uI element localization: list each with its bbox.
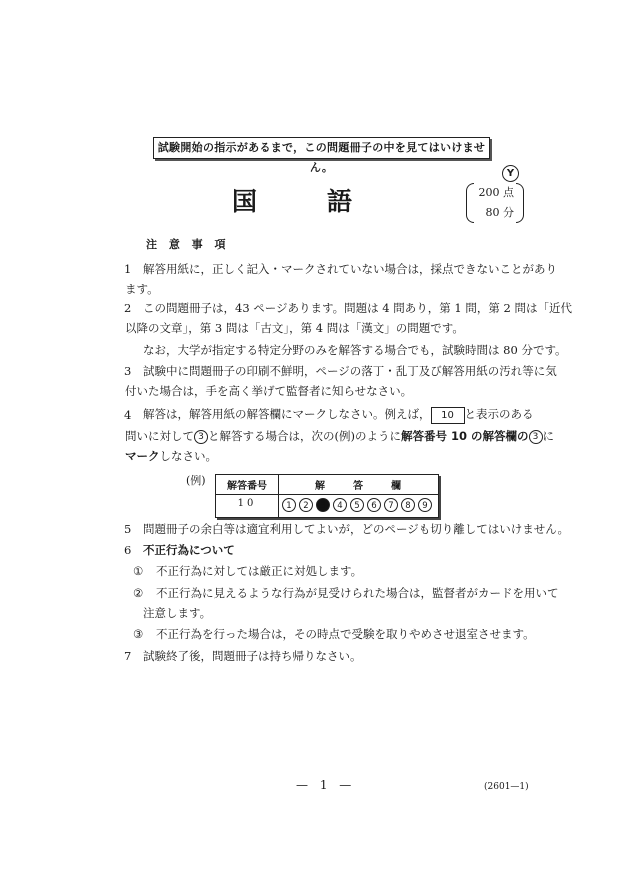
subject-title-char-1: 国 (232, 187, 258, 216)
booklet-code: (2601—1) (484, 782, 529, 792)
example-answer-table (215, 474, 439, 518)
answer-number-box: 10 (431, 407, 465, 424)
points-time-bracket (466, 183, 524, 223)
item-number: 2 (124, 301, 132, 315)
item-2-line-3: なお，大学が指定する特定分野のみを解答する場合でも，試験時間は 80 分です。 (143, 343, 567, 357)
page-number: — 1 — (296, 778, 356, 792)
answer-bubble: 6 (367, 498, 381, 512)
answer-bubble: 7 (384, 498, 398, 512)
item-6-sub-2-line-2: 注意します。 (143, 606, 212, 620)
item-6-sub-1: 不正行為に対しては厳正に対処します。 (156, 564, 363, 578)
item-6-sub-3: 不正行為を行った場合は，その時点で受験を取りやめさせ退室させます。 (156, 627, 535, 641)
example-label: (例) (186, 474, 206, 487)
item-7-line-1: 試験終了後，問題冊子は持ち帰りなさい。 (143, 649, 362, 663)
answer-bubble: 8 (401, 498, 415, 512)
score-points: 200 点 (478, 186, 514, 199)
item-number: 5 (124, 522, 132, 536)
answer-column-header: 解答欄 (315, 481, 429, 492)
circled-3-icon: 3 (194, 430, 208, 444)
item-number: 6 (124, 543, 132, 557)
item-5-line-1: 問題冊子の余白等は適宜利用してよいが，どのページも切り離してはいけません。 (143, 522, 569, 536)
answer-number-header: 解答番号 (227, 481, 267, 492)
answer-bubble: 2 (299, 498, 313, 512)
item-number: 3 (124, 364, 132, 378)
answer-bubbles (282, 498, 432, 512)
answer-bubble: 1 (282, 498, 296, 512)
item-number: 7 (124, 649, 132, 663)
item-number: 1 (124, 262, 132, 276)
item-3-line-2: 付いた場合は，手を高く挙げて監督者に知らせなさい。 (125, 384, 413, 398)
item-6-sub-2-line-1: 不正行為に見えるような行為が見受けられた場合は，監督者がカードを用いて (156, 586, 559, 600)
item-4-line-1: 解答は，解答用紙の解答欄にマークしなさい。例えば， 10 と表示のある (143, 406, 534, 424)
item-2-line-1: この問題冊子は，43 ページあります。問題は 4 問あり，第 1 問，第 2 問は「近代 (143, 301, 573, 315)
item-4-line-3: マークしなさい。 (125, 449, 217, 463)
item-6-sub-mark: ③ (133, 627, 144, 641)
item-4-line-2: 問いに対して 3 と解答する場合は，次の(例)のように解答番号 10 の解答欄の 3 に (125, 429, 554, 443)
notes-heading: 注 意 事 項 (146, 238, 230, 251)
item-3-line-1: 試験中に問題冊子の印刷不鮮明，ページの落丁・乱丁及び解答用紙の汚れ等に気 (143, 364, 557, 378)
exam-time: 80 分 (485, 206, 514, 219)
notice-banner: 試験開始の指示があるまで，この問題冊子の中を見てはいけません。 (153, 137, 490, 159)
item-6-title: 不正行為について (143, 543, 235, 557)
answer-bubble: 5 (350, 498, 364, 512)
item-6-sub-mark: ① (133, 564, 144, 578)
version-mark: Y (502, 165, 519, 182)
item-2-line-2: 以降の文章」，第 3 問は「古文」，第 4 問は「漢文」の問題です。 (125, 321, 464, 335)
item-number: 4 (124, 408, 132, 422)
answer-row-number: 10 (237, 498, 257, 509)
circled-3-icon: 3 (529, 430, 543, 444)
item-1-line-1: 解答用紙に，正しく記入・マークされていない場合は，採点できないことがあり (143, 262, 557, 276)
subject-title-char-2: 語 (327, 187, 353, 216)
answer-bubble: 9 (418, 498, 432, 512)
item-6-sub-mark: ② (133, 586, 144, 600)
answer-bubble: 4 (333, 498, 347, 512)
answer-bubble: 3 (316, 498, 330, 512)
item-1-line-2: ます。 (125, 282, 159, 296)
